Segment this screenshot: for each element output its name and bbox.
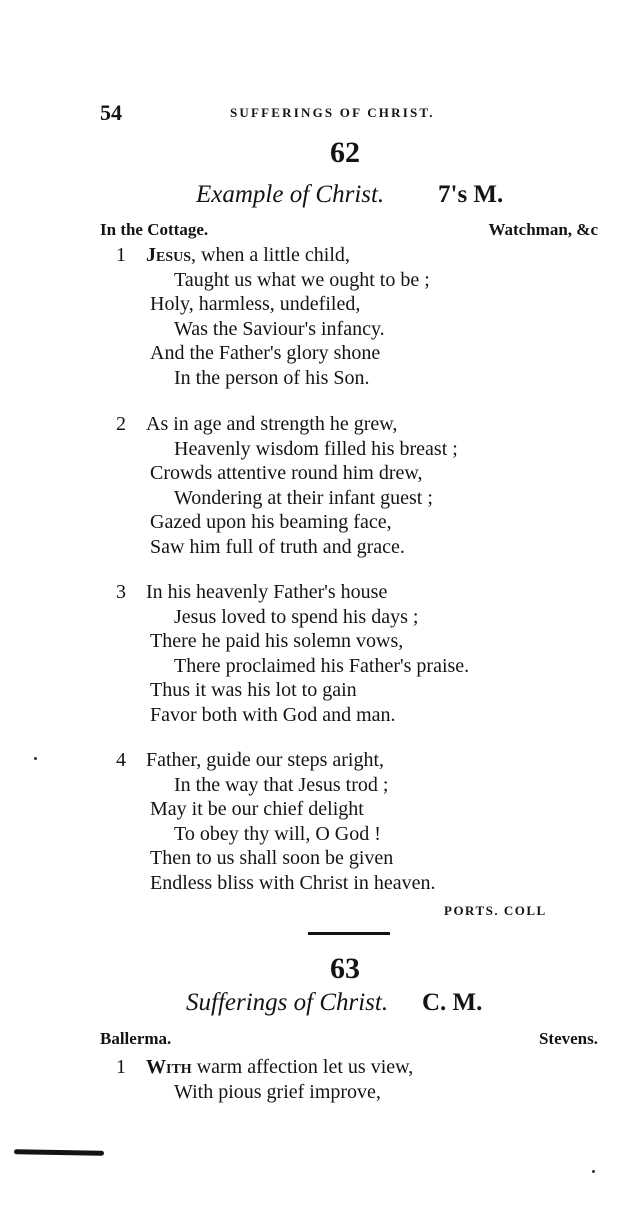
hymn-62-attribution: PORTS. COLL (444, 903, 547, 918)
verse-line: Heavenly wisdom filled his breast ; (174, 437, 458, 460)
hymn-62-title: Example of Christ. (196, 181, 385, 208)
verse-line: Thus it was his lot to gain (150, 679, 357, 702)
hymn-62-verse-4 (100, 748, 436, 896)
hymn-63-tune-right: Stevens. (538, 1029, 598, 1048)
verse-line-text: In his heavenly Father's house (146, 581, 388, 603)
verse-line: In the person of his Son. (174, 366, 370, 389)
ink-smudge (14, 1149, 104, 1156)
ink-speck (34, 757, 37, 760)
verse-line: Was the Saviour's infancy. (174, 317, 385, 340)
verse-line: There he paid his solemn vows, (150, 630, 404, 653)
verse-line: In the way that Jesus trod ; (174, 773, 389, 796)
verse-line (100, 1055, 413, 1080)
hymn-62-verse-1 (100, 243, 430, 391)
ink-speck (592, 1170, 595, 1173)
verse-line: And the Father's glory shone (150, 342, 381, 365)
verse-line: Taught us what we ought to be ; (174, 268, 430, 291)
verse-line: Jesus loved to spend his days ; (174, 605, 419, 628)
page-number: 54 (100, 100, 122, 125)
verse-line: Favor both with God and man. (150, 703, 396, 726)
verse-initial-word: Jesus (146, 244, 192, 266)
verse-number: 4 (116, 749, 126, 771)
hymn-63-meter: C. M. (422, 989, 483, 1016)
verse-line: Gazed upon his beaming face, (150, 511, 392, 534)
verse-line-text: warm affection let us view, (191, 1056, 414, 1078)
verse-line-text: Father, guide our steps aright, (146, 749, 385, 771)
running-title: SUFFERINGS OF CHRIST. (230, 105, 435, 120)
verse-line: There proclaimed his Father's praise. (174, 654, 470, 677)
verse-line: Crowds attentive round him drew, (150, 462, 423, 485)
verse-line: May it be our chief delight (150, 798, 364, 821)
verse-line (100, 748, 436, 773)
verse-initial-word: With (146, 1056, 192, 1078)
verse-number: 1 (116, 244, 126, 266)
verse-line-text: , when a little child, (191, 244, 350, 266)
verse-line (100, 580, 469, 605)
hymn-62-tune-left: In the Cottage. (100, 220, 209, 239)
verse-line: Holy, harmless, undefiled, (150, 293, 361, 316)
verse-number: 2 (116, 413, 126, 435)
hymn-62-verse-2 (100, 412, 458, 560)
hymn-62-tune-right: Watchman, &c (488, 220, 598, 239)
verse-line: To obey thy will, O God ! (174, 822, 381, 845)
verse-line: Endless bliss with Christ in heaven. (150, 871, 436, 894)
verse-line (100, 243, 430, 268)
verse-line (100, 412, 458, 437)
verse-line: With pious grief improve, (174, 1080, 381, 1103)
hymn-63-title: Sufferings of Christ. (186, 989, 389, 1016)
verse-number: 3 (116, 581, 126, 603)
hymn-62-verse-3 (100, 580, 469, 728)
verse-line: Then to us shall soon be given (150, 847, 394, 870)
hymn-63-tune-left: Ballerma. (100, 1029, 172, 1048)
verse-line: Saw him full of truth and grace. (150, 535, 405, 558)
verse-line-text: As in age and strength he grew, (146, 413, 398, 435)
hymn-divider (308, 932, 390, 935)
hymn-62-number: 62 (330, 136, 360, 169)
hymn-63-verse-1 (100, 1055, 413, 1104)
hymn-63-number: 63 (330, 952, 360, 985)
hymn-62-meter: 7's M. (438, 181, 504, 208)
verse-number: 1 (116, 1056, 126, 1078)
verse-line: Wondering at their infant guest ; (174, 486, 433, 509)
